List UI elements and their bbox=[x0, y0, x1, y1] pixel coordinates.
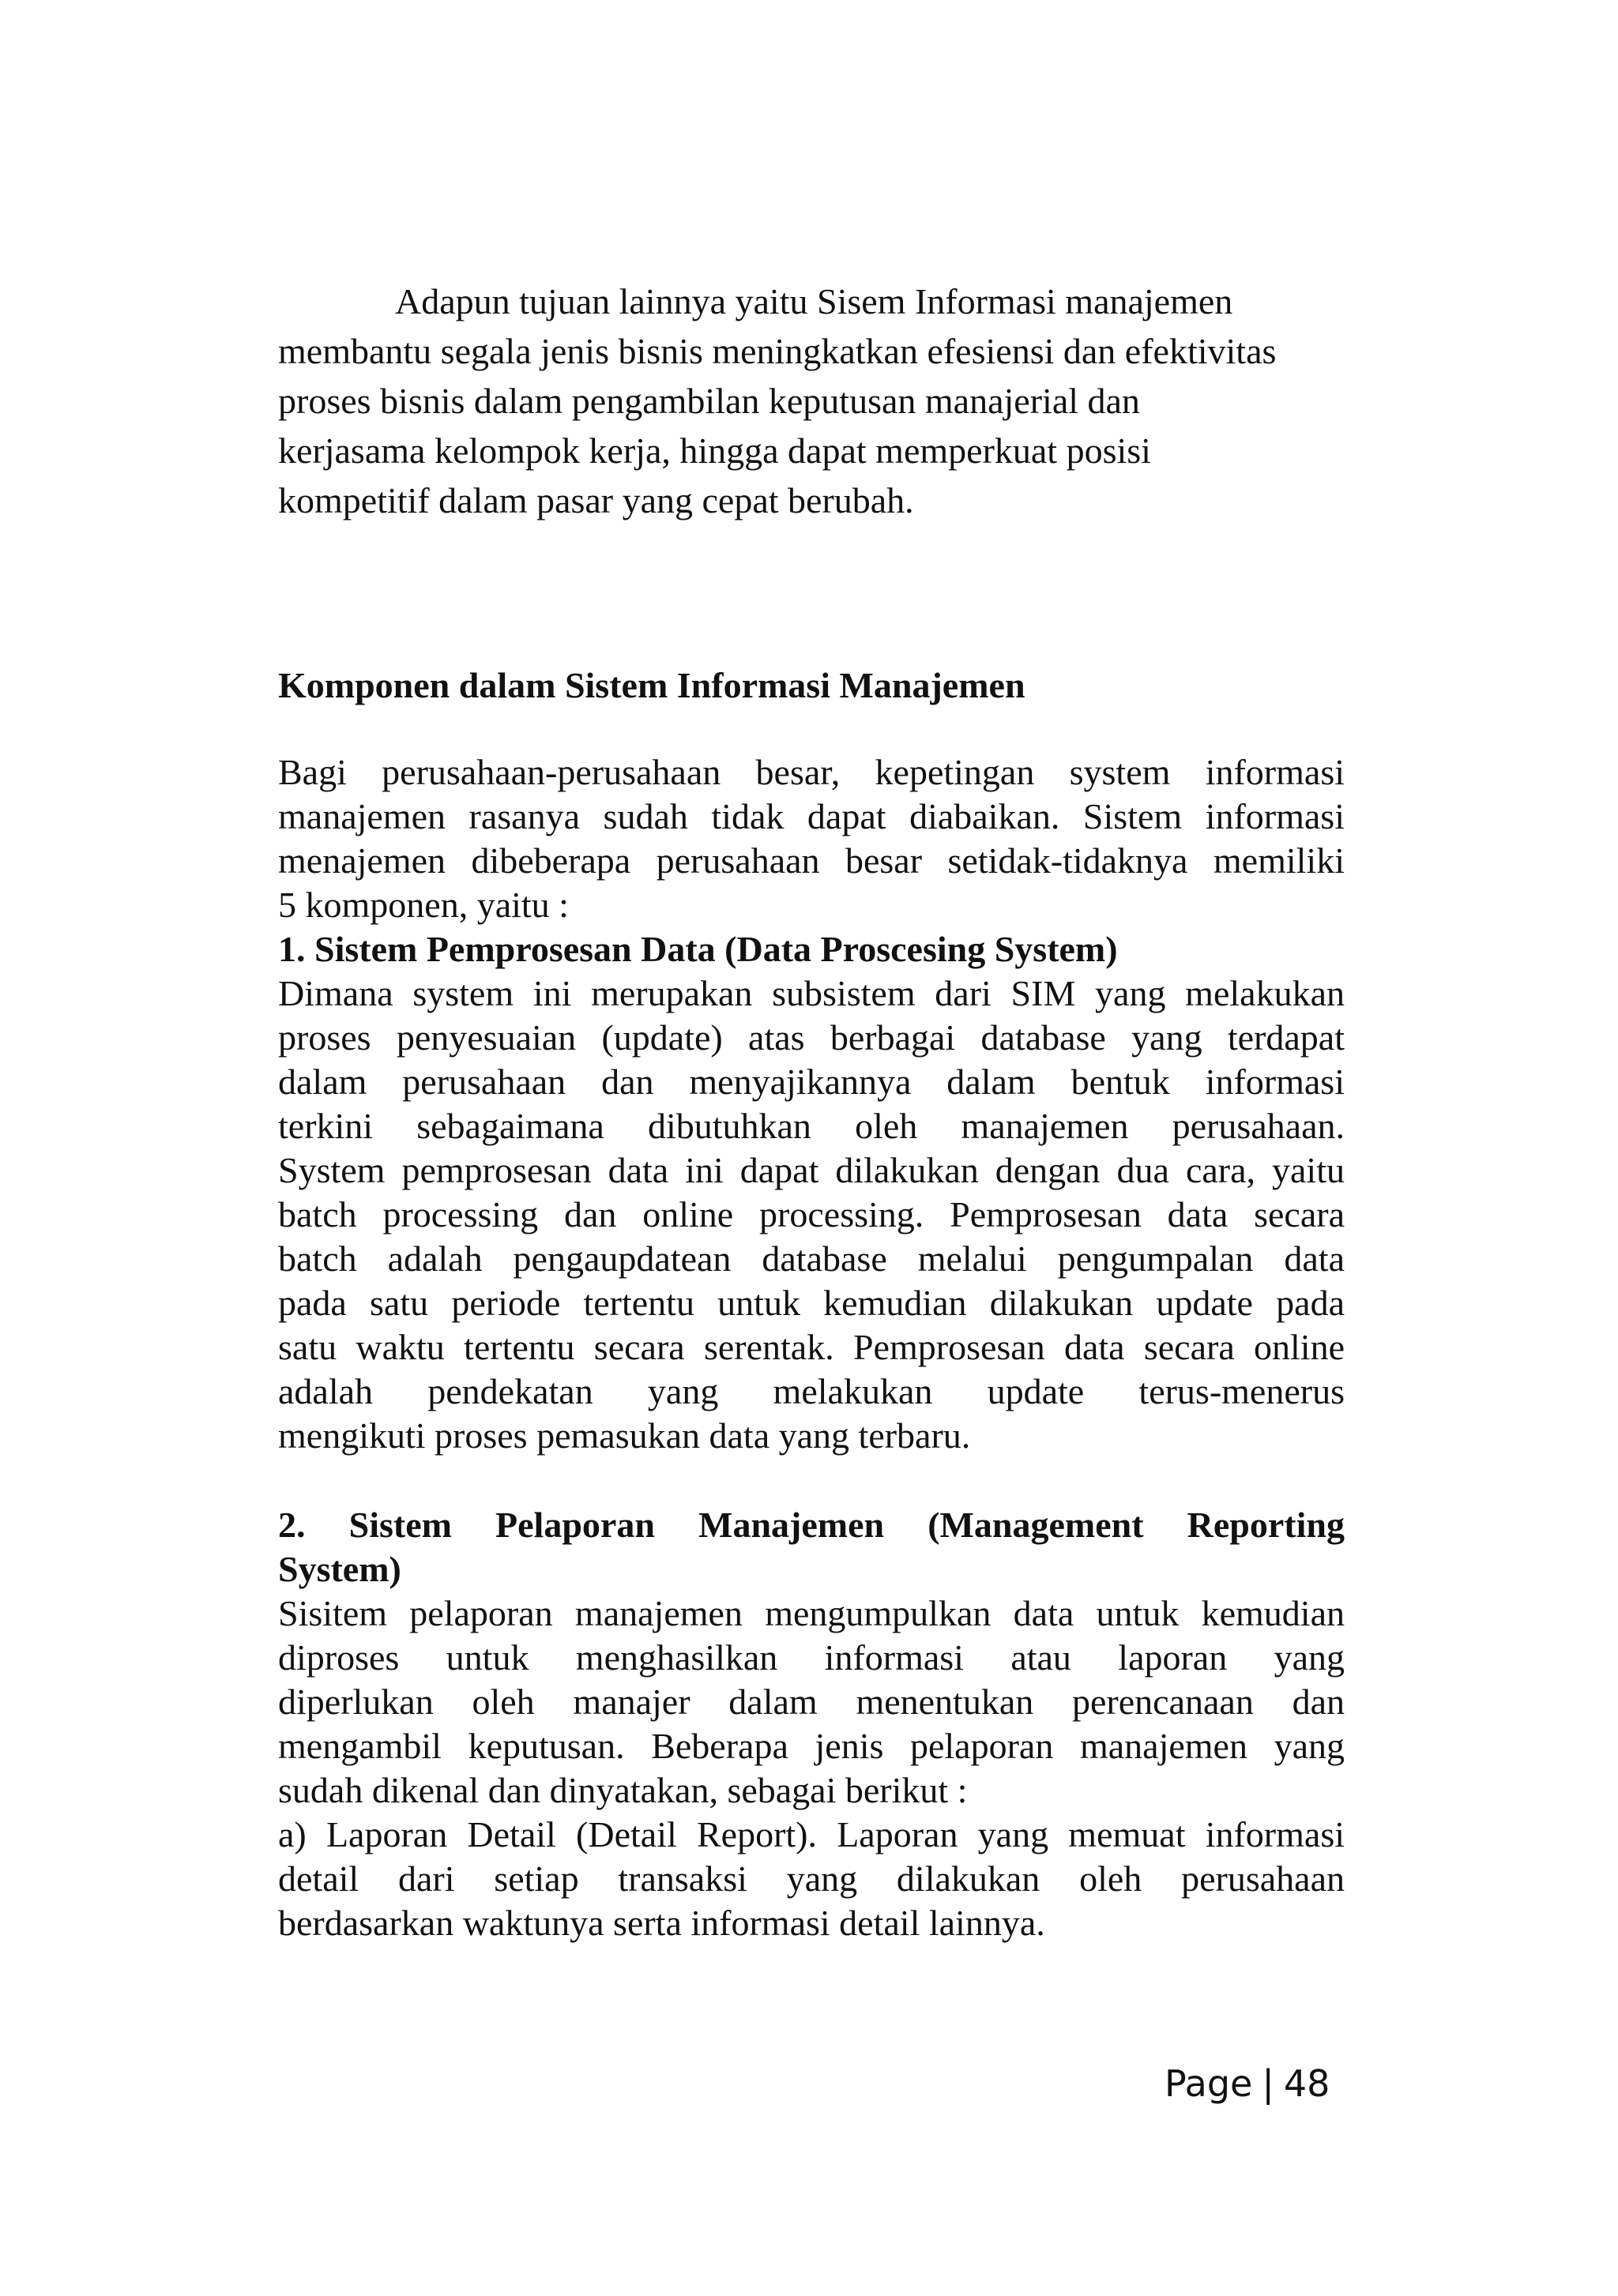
paragraph-line: 5 komponen, yaitu : bbox=[278, 885, 569, 925]
item1-line: Dimana system ini merupakan subsistem dari SIM yang melakukan bbox=[278, 973, 1345, 1013]
intro-line: membantu segala jenis bisnis meningkatkan efesiensi dan efektivitas bbox=[278, 331, 1277, 371]
item2-line: mengambil keputusan. Beberapa jenis pelaporan manajemen yang bbox=[278, 1726, 1345, 1766]
item2-line: diperlukan oleh manajer dalam menentukan perencanaan dan bbox=[278, 1682, 1345, 1722]
item2-line: a) Laporan Detail (Detail Report). Laporan yang memuat informasi bbox=[278, 1814, 1345, 1854]
page-label: Page bbox=[1165, 2062, 1253, 2105]
intro-line: Adapun tujuan lainnya yaitu Sisem Informasi manajemen bbox=[395, 281, 1233, 321]
item1-line: proses penyesuaian (update) atas berbagai database yang terdapat bbox=[278, 1017, 1345, 1058]
paragraph-line: Bagi perusahaan-perusahaan besar, kepetingan system informasi bbox=[278, 752, 1345, 792]
page-number: 48 bbox=[1283, 2062, 1330, 2105]
item1-line: terkini sebagaimana dibutuhkan oleh manajemen perusahaan. bbox=[278, 1106, 1345, 1146]
paragraph-line: menajemen dibeberapa perusahaan besar setidak-tidaknya memiliki bbox=[278, 840, 1345, 881]
item1-line: pada satu periode tertentu untuk kemudian dilakukan update pada bbox=[278, 1283, 1345, 1323]
item1-line: adalah pendekatan yang melakukan update terus-menerus bbox=[278, 1371, 1345, 1411]
intro-paragraph bbox=[278, 276, 1345, 525]
item2-line: Sisitem pelaporan manajemen mengumpulkan data untuk kemudian bbox=[278, 1593, 1345, 1633]
page-separator: | bbox=[1262, 2062, 1274, 2105]
section-heading: Komponen dalam Sistem Informasi Manajemen bbox=[278, 665, 1025, 705]
item1-line: batch processing dan online processing. Pemprosesan data secara bbox=[278, 1194, 1345, 1234]
item1-line: mengikuti proses pemasukan data yang terbaru. bbox=[278, 1415, 971, 1456]
item1-title: 1. Sistem Pemprosesan Data (Data Proscesing System) bbox=[278, 929, 1118, 969]
components-block bbox=[278, 750, 1345, 1458]
item2-title-continued: System) bbox=[278, 1549, 401, 1589]
item2-line: diproses untuk menghasilkan informasi atau laporan yang bbox=[278, 1637, 1345, 1678]
intro-line: proses bisnis dalam pengambilan keputusan manajerial dan bbox=[278, 381, 1140, 421]
document-page bbox=[278, 0, 1345, 2296]
item1-line: dalam perusahaan dan menyajikannya dalam bentuk informasi bbox=[278, 1062, 1345, 1102]
page-footer bbox=[1165, 2061, 1330, 2106]
item2-line: detail dari setiap transaksi yang dilakukan oleh perusahaan bbox=[278, 1858, 1345, 1899]
intro-line: kompetitif dalam pasar yang cepat berubah. bbox=[278, 480, 914, 520]
item2-line: sudah dikenal dan dinyatakan, sebagai berikut : bbox=[278, 1770, 968, 1810]
item2-block bbox=[278, 1503, 1345, 1945]
item1-line: satu waktu tertentu secara serentak. Pemprosesan data secara online bbox=[278, 1327, 1345, 1367]
intro-line: kerjasama kelompok kerja, hingga dapat memperkuat posisi bbox=[278, 430, 1151, 471]
item2-line: berdasarkan waktunya serta informasi detail lainnya. bbox=[278, 1903, 1045, 1943]
item2-title: 2. Sistem Pelaporan Manajemen (Management Reporting bbox=[278, 1505, 1345, 1545]
item1-line: batch adalah pengaupdatean database melalui pengumpalan data bbox=[278, 1238, 1345, 1279]
item1-line: System pemprosesan data ini dapat dilakukan dengan dua cara, yaitu bbox=[278, 1150, 1345, 1190]
paragraph-line: manajemen rasanya sudah tidak dapat diabaikan. Sistem informasi bbox=[278, 796, 1345, 836]
